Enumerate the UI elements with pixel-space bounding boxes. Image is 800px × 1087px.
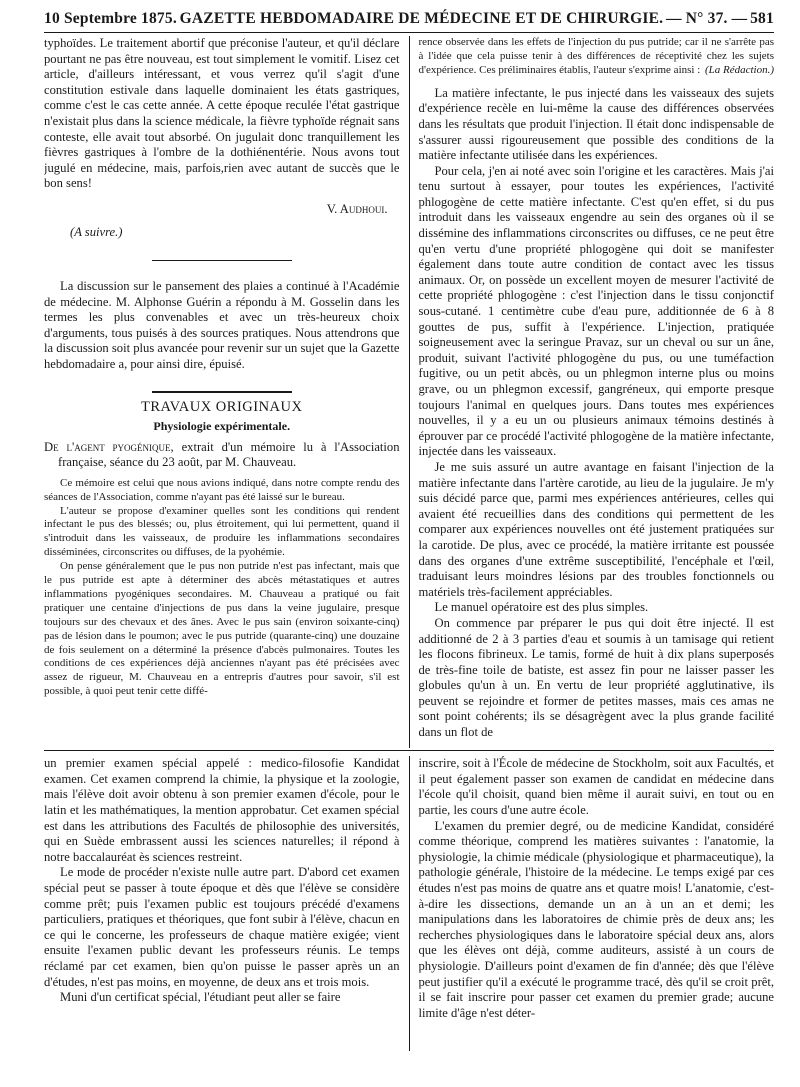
small-paragraph-3: On pense généralement que le pus non putride n'est pas infectant, mais que le pus putride est apte à déterminer des abcès métastatiques et autres inflammations pyogéniques secondaires. M. Chauveau a pratiqué ou fait pratiquer une centaine d'injections de pus dans la veine jugulaire, presque toujours sur des chevaux et des ânes. Avec le pus sain (environ soixante-cinq) pas de lésion dans le poumon; avec le pus putride (quarante-cinq) une douzaine de fois seulement on a déterminé la présence d'abcès pulmonaires. Toutes les conditions de ces expériences déjà anciennes n'ayant pas été précisées avec assez de rigueur, M. Chauveau en a entrepris d'autres pour savoir, s'il est possible, à quoi peut tenir cette diffé- [44, 560, 400, 698]
signature-text: V. Audhoui. [326, 201, 388, 216]
paragraph-manuel: Le manuel opératoire est des plus simples. [434, 600, 649, 615]
small-paragraph-2: L'auteur se propose d'examiner quelles sont les conditions qui rendent infectant le pus des blessés; ou, plus étroitement, qui lui permettent, quand il s'introduit dans les vaisseaux, de produire les inflammations secondaires disséminées, circonscrites ou diffuses, de la pyohémie. [44, 504, 400, 559]
to-be-continued: (A suivre.) [70, 224, 123, 239]
section-subtitle: Physiologie expérimentale. [153, 418, 291, 433]
separator-rule [152, 260, 292, 261]
page-header [44, 10, 774, 33]
paragraph-typhoides: typhoïdes. Le traitement abortif que préconise l'auteur, et qu'il déclare pourtant ne pas être nouveau, est tout simplement le vomitif. Lisez cet article, d'ailleurs intéressant, et vous verrez qu'il s'agit d'une constitution estivale dans laquelle dominaient les états gastriques, comme c'est le cas cette année. A cette époque reculée l'état gastrique n'existait plus dans la science médicale, la fièvre typhoïde régnait sans conteste, elle avait tout absorbé. On jugulait donc tranquillement les fièvres gastriques à l'ombre de la dothiénentérie. Nous avons tout jugulé en médecine, mais, parfois,rien avec autant de succès que le bon sens! [44, 36, 400, 191]
paragraph-premier-degre: L'examen du premier degré, ou de medicine Kandidat, considéré comme théorique, comprend les matières suivantes : l'anatomie, la physiologie, la chimie médicale (physiologique et pharmaceutique), la pathologie générale, l'histoire de la médecine. Le temps exigé par ces études n'est pas moins de quatre ans et quatre mois! L'anatomie, c'est-à-dire les dissections, demande un an à un an et demi; les manipulations dans les laboratoires de chimie près de deux ans; les recherches physiologiques dans le laboratoire spécial deux ans, alors que les élèves ont déjà, comme auditeurs, assisté à un cours de physiologie. D'ailleurs point d'examen de fin d'année; dès que l'élève peut justifier qu'il a exécuté le programme tracé, dès qu'il se croit prêt, il se fait inscrire pour passer cet examen du premier grade; aucune limite d'âge n'est déter- [418, 818, 774, 1020]
section-title: TRAVAUX ORIGINAUX [141, 398, 303, 415]
redaction-note: (La Rédaction.) [704, 63, 774, 76]
small-paragraph-1: Ce mémoire est celui que nous avions indiqué, dans notre compte rendu des séances de l'Association, comme n'ayant pas été laissé sur le bureau. [44, 476, 400, 503]
paragraph-examen-special: un premier examen spécial appelé : medico-filosofie Kandidat examen. Cet examen comprend la chimie, la physique et la zoologie, mais l'élève doit avoir obtenu à son premier examen d'école, pour le latin et les mathématiques, la mention approbatur. Cet examen spécial est dans les attributions des Facultés de philosophie des universités, qui en Suède embrassent aussi les sciences naturelles; il répond à notre baccalauréat ès sciences restreint. [44, 756, 400, 864]
header-date: 10 Septembre 1875. [44, 10, 177, 27]
spacer [419, 78, 775, 86]
paragraph-academie: La discussion sur le pansement des plaies a continué à l'Académie de médecine. M. Alphonse Guérin a répondu à M. Gosselin dans les termes les plus convenables et avec un très-heureux choix d'arguments, tous puisés à des sources pratiques. Nous attendrons que la discussion soit plus avancée pour revenir sur un sujet que la Gazette hebdomadaire a, pour ainsi dire, épuisé. [44, 278, 400, 371]
paragraph-preparation: On commence par préparer le pus qui doit être injecté. Il est additionné de 2 à 3 parties d'eau et soumis à un tamisage qui retient les flocons fibrineux. Le tamis, formé de huit à dix plans superposés de très-fine toile de batiste, est assez fin pour ne laisser passer les globules qu'un à un. En vertu de leur propriété agglutinative, ils peuvent se rejoindre et former de petites masses, mais ces amas ne sont point cohérents; ils se désagrègent avec la plus grande facilité dans un flot de [418, 615, 774, 740]
paragraph-carotide: Je me suis assuré un autre avantage en faisant l'injection de la matière infectante dans l'artère carotide, au lieu de la jugulaire. Je m'y suis décidé parce que, parmi mes expériences antérieures, celles qui avaient été recueillies dans des conditions qui permettent de les comparer aux expériences nouvelles ont été justement pratiquées sur la carotide. De plus, avec ce procédé, la matière irritante est poussée dans des organes d'une extrême susceptibilité, l'encéphale et l'œil, traduisant leurs moindres lésions par des troubles fonctionnels ou matériels très-facilement appréciables. [418, 459, 774, 599]
header-page-number: 581 [750, 10, 774, 27]
article-heading-rest: extrait d'un mémoire lu à l'Association française, séance du 23 août, par M. Chauveau. [58, 439, 400, 470]
article-heading [44, 440, 400, 471]
bottom-right-column [410, 756, 775, 1051]
bottom-section [44, 756, 774, 1051]
small-paragraph-4-text: rence observée dans les effets de l'injection du pus putride; car il ne s'arrête pas à l'idée que cela puisse tenir à des différences de réceptivité chez les sujets d'expérience. Ces préliminaires établis, l'auteur s'exprime ainsi : [418, 36, 774, 76]
section-rule [152, 391, 292, 393]
header-journal-title: GAZETTE HEBDOMADAIRE DE MÉDECINE ET DE CHIRURGIE. [179, 10, 664, 27]
paragraph-mode-proceder: Le mode de procéder n'existe nulle autre part. D'abord cet examen spécial peut se passer à toute époque et dès que l'élève se considère comme prêt; puis l'examen public est toujours précédé d'examens particuliers, pratiques et théoriques, que font subir à l'élève, chacun en ce qui le concerne, les professeurs de chaque matière exigée; vient ensuite l'examen public devant les professeurs réunis. Le temps réclamé par cet examen, bien qu'on puisse le passer après un an d'études, n'est pas moins, en moyenne, de deux ans et trois mois. [44, 865, 400, 989]
paragraph-phlogogene: Pour cela, j'en ai noté avec soin l'origine et les caractères. Mais j'ai tenu surtout à essayer, pour toutes les expériences, l'activité phlogogène de cette matière infectante. C'est qu'en effet, si du pus introduit dans les vaisseaux engendre au sein des organes où il se dissémine des inflammations circonscrites ou diffuses, ce ne peut être qu'en vertu d'une propriété phlogogène qui doit se manifester également dans toute autre condition de contact avec les tissus animaux. Or, on possède un excellent moyen de mesurer l'activité de cette propriété phlogogène : c'est l'injection dans le tissu conjonctif sous-cutané. 1 centimètre cube d'eau pure, additionnée de 6 à 8 gouttes de pus, suffit à l'expérience. L'injection, pratiquée soigneusement avec la seringue Pravaz, sur un cheval ou sur un âne, produit, suivant l'activité phlogogène du pus, ou une tuméfaction fugitive, ou un petit abcès, ou un phlegmon interne plus ou moins grave, ou un phlegmon excessif, gangréneux, qui emporte presque toujours l'animal en quelques jours. Dans toutes mes expériences nouvelles, il y a eu un ou plusieurs animaux témoins destinés à éprouver par ce procédé l'activité phlogogène de la matière infectante, injectée dans les vaisseaux. [418, 163, 774, 459]
header-issue-number: — N° 37. — [665, 10, 748, 27]
paragraph-matiere-infectante: La matière infectante, le pus injecté dans les vaisseaux des sujets d'expérience recèle en lui-même la cause des différences observées dans les résultats que produit l'injection. Il était donc indispensable de s'assurer aussi rigoureusement que possible des conditions de la matière infectante utilisée dans les expériences. [418, 85, 774, 163]
horizontal-divider [44, 750, 774, 751]
left-column [44, 36, 409, 748]
paragraph-certificat: Muni d'un certificat spécial, l'étudiant peut aller se faire [60, 990, 341, 1005]
right-column [410, 36, 775, 748]
article-lead: De l'agent pyogénique, [44, 439, 174, 454]
top-section [44, 36, 774, 748]
paragraph-inscription: inscrire, soit à l'École de médecine de Stockholm, soit aux Facultés, et il peut également passer son examen de candidat en médecine dans l'école qu'il choisit, quand bien même il aurait suivi, en tout ou en partie, les cours d'une autre école. [418, 756, 774, 817]
author-signature [44, 202, 388, 217]
bottom-left-column [44, 756, 409, 1051]
small-paragraph-4 [419, 36, 775, 78]
